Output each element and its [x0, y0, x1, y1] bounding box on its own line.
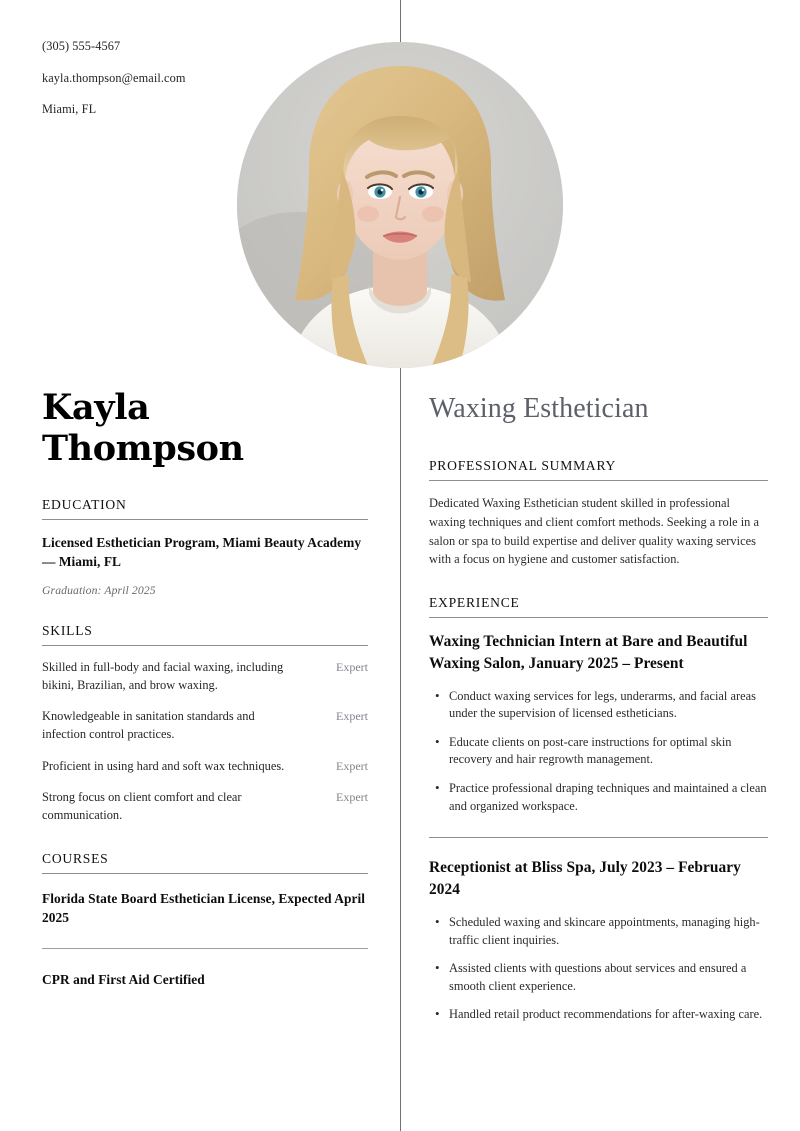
experience-bullets: [429, 914, 768, 1024]
experience-bullet: • Handled retail product recommendations for after-waxing care.: [429, 1006, 768, 1024]
section-heading-skills: SKILLS: [42, 623, 368, 646]
experience-entry-title: Waxing Technician Intern at Bare and Beautiful Waxing Salon, January 2025 – Present: [429, 632, 748, 672]
skill-name: Skilled in full-body and facial waxing, including bikini, Brazilian, and brow waxing.: [42, 660, 284, 692]
first-name: Kayla: [42, 387, 150, 428]
experience-bullet: • Conduct waxing services for legs, underarms, and facial areas under the supervision of licensed estheticians.: [429, 688, 768, 723]
skill-level: Expert: [336, 758, 368, 773]
experience-bullet: • Assisted clients with questions about services and ensured a smooth client experience.: [429, 960, 768, 995]
section-experience: [429, 595, 768, 1024]
experience-bullets: [429, 688, 768, 816]
job-title: Waxing Esthetician: [429, 393, 649, 424]
section-heading-courses: COURSES: [42, 851, 368, 874]
experience-entry-title: Receptionist at Bliss Spa, July 2023 – February 2024: [429, 859, 741, 899]
skill-name: Strong focus on client comfort and clear communication.: [42, 790, 242, 822]
experience-bullet: • Practice professional draping techniques and maintained a clean and organized workspace.: [429, 780, 768, 815]
skill-level: Expert: [336, 790, 368, 805]
skill-row: [42, 659, 368, 694]
course-item: [42, 887, 368, 927]
skill-level: Expert: [336, 660, 368, 675]
contact-location: Miami, FL: [42, 102, 97, 117]
experience-bullet: • Scheduled waxing and skincare appointments, managing high-traffic client inquiries.: [429, 914, 768, 949]
education-entry: [42, 533, 368, 597]
section-heading-education: EDUCATION: [42, 497, 368, 520]
course-divider: [42, 948, 368, 949]
experience-bullet: • Educate clients on post-care instructions for optimal skin recovery and hair regrowth management.: [429, 734, 768, 769]
section-heading-summary: PROFESSIONAL SUMMARY: [429, 458, 768, 481]
left-column: [0, 384, 400, 1050]
contact-phone: (305) 555-4567: [42, 39, 121, 53]
experience-entry: [429, 857, 768, 1024]
right-column: [400, 384, 800, 1050]
experience-entry: [429, 631, 768, 815]
section-professional-summary: [429, 458, 768, 568]
contact-block: [42, 38, 292, 133]
skill-row: [42, 758, 368, 776]
skill-name: Knowledgeable in sanitation standards and infection control practices.: [42, 709, 255, 742]
skill-row: [42, 789, 368, 824]
last-name: Thompson: [42, 427, 244, 469]
skill-level: Expert: [336, 709, 368, 724]
section-education: [42, 497, 368, 597]
education-entry-meta: Graduation: April 2025: [42, 584, 156, 598]
resume-columns: [0, 384, 800, 1050]
contact-email: kayla.thompson@email.com: [42, 70, 186, 85]
section-courses: [42, 851, 368, 989]
course-title: CPR and First Aid Certified: [42, 971, 205, 987]
skill-name: Proficient in using hard and soft wax techniques.: [42, 758, 285, 773]
section-heading-experience: EXPERIENCE: [429, 595, 768, 618]
page-title: [42, 388, 368, 469]
summary-text: Dedicated Waxing Esthetician student skilled in professional waxing techniques and client comfort methods. Seeking a role in a salon or spa to build expertise and deliver quality waxing services with a focus on hygiene and customer satisfaction.: [429, 496, 759, 567]
skill-row: [42, 708, 368, 743]
section-skills: [42, 623, 368, 824]
experience-divider: [429, 837, 768, 838]
course-item: [42, 968, 368, 989]
course-title: Florida State Board Esthetician License, Expected April 2025: [42, 890, 365, 925]
education-entry-title: Licensed Esthetician Program, Miami Beauty Academy — Miami, FL: [42, 535, 362, 570]
